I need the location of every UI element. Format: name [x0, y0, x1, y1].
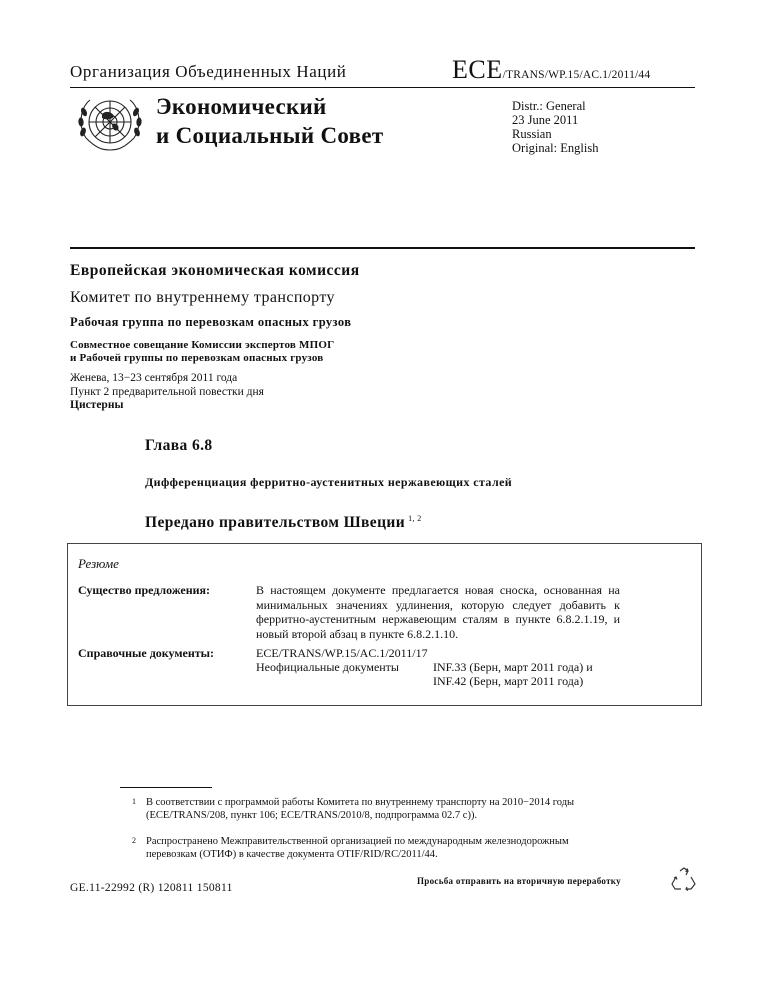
subject-title: Дифференциация ферритно-аустенитных нержавеющих сталей — [145, 475, 513, 489]
joint-meeting-line2: и Рабочей группы по перевозкам опасных грузов — [70, 352, 324, 364]
submitted-by — [145, 514, 422, 532]
essence-label: Существо предложения: — [78, 583, 211, 597]
working-party-heading: Рабочая группа по перевозкам опасных грузов — [70, 315, 352, 329]
date-line: 23 June 2011 — [512, 113, 579, 127]
document-symbol-rest: /TRANS/WP.15/AC.1/2011/44 — [502, 69, 651, 81]
document-symbol-main: ECE — [452, 55, 503, 84]
recycle-text: Просьба отправить на вторичную переработку — [417, 876, 621, 886]
footnote-rule — [120, 787, 212, 788]
reference-label: Справочные документы: — [78, 646, 215, 660]
commission-heading: Европейская экономическая комиссия — [70, 262, 360, 279]
joint-meeting-heading — [70, 339, 334, 365]
agenda-item: Пункт 2 предварительной повестки дня — [70, 385, 264, 398]
summary-title: Резюме — [78, 556, 119, 571]
footnote-number: 1 — [132, 797, 136, 806]
submitted-by-text: Передано правительством Швеции — [145, 514, 406, 531]
session-place-date: Женева, 13−23 сентября 2011 года — [70, 372, 238, 384]
recycle-icon — [671, 867, 697, 891]
distribution-block — [512, 99, 598, 155]
footnote-number: 2 — [132, 836, 136, 845]
joint-meeting-line1: Совместное совещание Комиссии экспертов МПОГ — [70, 339, 335, 351]
original-line: Original: English — [512, 141, 599, 155]
section-rule — [70, 247, 695, 249]
chapter-title: Глава 6.8 — [145, 437, 213, 454]
job-number: GE.11-22992 (R) 120811 150811 — [70, 882, 233, 894]
header-rule — [70, 87, 695, 88]
committee-heading: Комитет по внутреннему транспорту — [70, 289, 335, 306]
reference-doc: ECE/TRANS/WP.15/AC.1/2011/17 — [256, 646, 428, 660]
footnote-text: В соответствии с программой работы Комитета по внутреннему транспорту на 2010−2014 годы (ECE/TRANS/208, пункт 106; ECE/TRANS/2010/8, подпрограмма 02.7 c)). — [146, 797, 575, 821]
document-symbol — [452, 55, 650, 85]
reference-informal-label: Неофициальные документы — [256, 660, 399, 674]
agenda-topic: Цистерны — [70, 399, 124, 411]
un-emblem-icon — [72, 92, 148, 156]
organization-name: Организация Объединенных Наций — [70, 62, 347, 81]
distr-line: Distr.: General — [512, 99, 586, 113]
footnote-text: Распространено Межправительственной организацией по международным железнодорожным перевозкам (ОТИФ) в качестве документа OTIF/RID/RC/2011/44. — [146, 836, 569, 860]
council-title-line2: и Социальный Совет — [156, 123, 384, 148]
council-title-line1: Экономический — [156, 94, 327, 119]
language-line: Russian — [512, 127, 552, 141]
footnote-refs: 1, 2 — [408, 514, 422, 523]
reference-inf42: INF.42 (Берн, март 2011 года) — [433, 674, 584, 688]
reference-inf33: INF.33 (Берн, март 2011 года) и — [433, 660, 593, 674]
essence-text: В настоящем документе предлагается новая сноска, основанная на минимальных значениях удлинения, которую следует добавить к ферритно-аустенитным нержавеющим сталям в пункте 6.8.2.1.19, и новый второй абзац в пункте 6.8.2.1.10. — [256, 583, 620, 641]
council-title — [156, 92, 383, 150]
session-info — [70, 372, 264, 413]
